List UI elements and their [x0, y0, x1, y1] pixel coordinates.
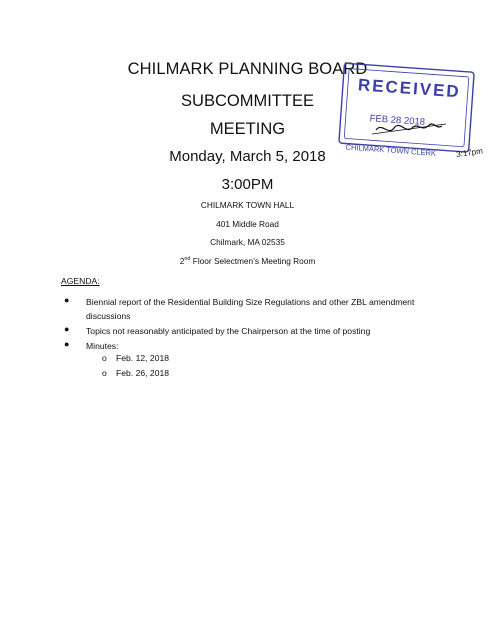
- board-title: CHILMARK PLANNING BOARD: [127, 60, 368, 78]
- location-city: Chilmark, MA 02535: [210, 237, 285, 247]
- room-floor-number: 2: [179, 256, 185, 266]
- agenda-item-1-line1: Biennial report of the Residential Building Size Regulations and other ZBL amendment: [86, 297, 415, 307]
- circle-bullet-icon: o: [102, 353, 107, 363]
- minutes-item-2: Feb. 26, 2018: [116, 368, 170, 378]
- location-building: CHILMARK TOWN HALL: [200, 200, 295, 210]
- room-floor-suffix: nd: [184, 256, 191, 263]
- circle-bullet-icon: o: [102, 368, 107, 378]
- agenda-item-3: Minutes:: [86, 341, 119, 351]
- meeting-date: Monday, March 5, 2018: [169, 148, 326, 165]
- agenda-label: AGENDA:: [61, 276, 100, 286]
- meeting-time: 3:00PM: [221, 176, 274, 193]
- bullet-icon: ●: [64, 339, 70, 349]
- bullet-icon: ●: [64, 295, 70, 305]
- received-stamp: [336, 60, 486, 170]
- minutes-item-1: Feb. 12, 2018: [116, 353, 170, 363]
- stamp-clerk: CHILMARK TOWN CLERK: [345, 142, 437, 158]
- room-name: Floor Selectmen’s Meeting Room: [190, 256, 316, 266]
- stamp-date: FEB 28 2018: [369, 113, 426, 128]
- stamp-time-note: 3:17pm: [455, 146, 484, 160]
- meeting-title: MEETING: [209, 120, 286, 138]
- location-street: 401 Middle Road: [216, 219, 279, 229]
- location-room: [0, 256, 495, 266]
- stamp-received-text: RECEIVED: [357, 75, 462, 102]
- agenda-item-1-line2: discussions: [86, 311, 131, 321]
- subcommittee-title: SUBCOMMITTEE: [181, 92, 314, 110]
- bullet-icon: ●: [64, 324, 70, 334]
- agenda-item-2: Topics not reasonably anticipated by the Chairperson at the time of posting: [86, 326, 371, 336]
